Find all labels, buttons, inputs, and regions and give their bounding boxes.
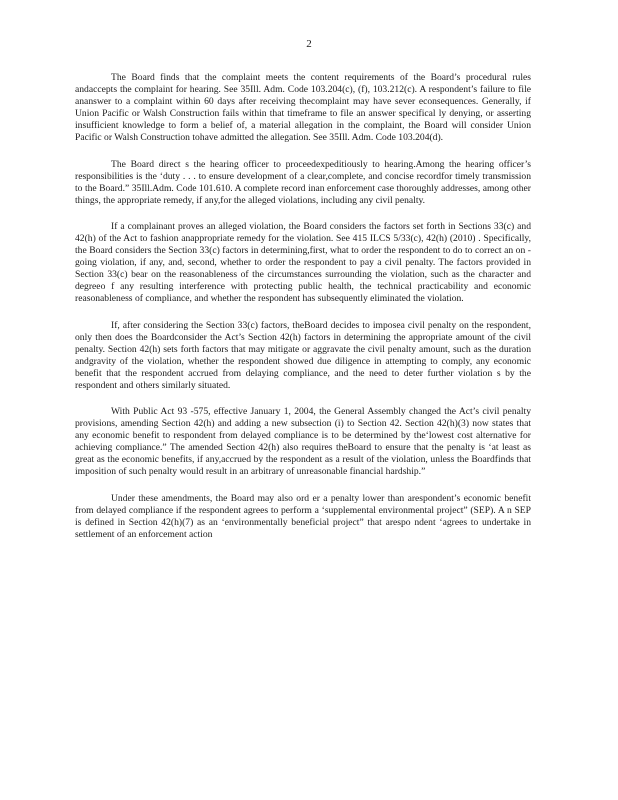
paragraph-section-33c-factors: If a complainant proves an alleged violation, the Board considers the factors set forth in Sections 33(c) and 42(h) of the Act to fashion anappropriate remedy for the violation. See 415 ILCS 5/33(c), 42(h) (2010) . Specifically, the Board considers the Section 33(c) factors in determining,first, what to order the respondent to do to correct an on -going violation, if any, and, second, whether to order the respondent to pay a civil penalty. The factors provided in Section 33(c) bear on the reasonableness of the circumstances surrounding the violation, such as the character and degreeo f any resulting interference with protecting public health, the technical practicability and economic reasonableness of compliance, and whether the respondent has subsequently eliminated the violation. <box>75 221 531 304</box>
paragraph-complaint-acceptance: The Board finds that the complaint meets the content requirements of the Board’s procedural rules andaccepts the complaint for hearing. See 35Ill. Adm. Code 103.204(c), (f), 103.212(c). A respondent’s failure to file ananswer to a complaint within 60 days after receiving thecomplaint may have sever econsequences. Generally, if Union Pacific or Walsh Construction fails within that timeframe to file an answer specifical ly denying, or asserting insufficient knowledge to form a belief of, a material allegation in the complaint, the Board will consider Union Pacific or Walsh Construction tohave admitted the allegation. See 35Ill. Adm. Code 103.204(d). <box>75 72 531 143</box>
document-body <box>75 72 531 555</box>
page-number: 2 <box>306 38 312 50</box>
paragraph-sep-amendments: Under these amendments, the Board may also ord er a penalty lower than arespondent’s economic benefit from delayed compliance if the respondent agrees to perform a ‘supplemental environmental project” (SEP). A n SEP is defined in Section 42(h)(7) as an ‘environmentally beneficial project” that arespo ndent ‘agrees to undertake in settlement of an enforcement action <box>75 492 531 540</box>
paragraph-public-act-93-575: With Public Act 93 -575, effective January 1, 2004, the General Assembly changed the Act’s civil penalty provisions, amending Section 42(h) and adding a new subsection (i) to Section 42. Section 42(h)(3) now states that any economic benefit to respondent from delayed compliance is to be determined by the‘lowest cost alternative for achieving compliance.” The amended Section 42(h) also requires theBoard to ensure that the penalty is ‘at least as great as the economic benefits, if any,accrued by the respondent as a result of the violation, unless the Boardfinds that imposition of such penalty would result in an arbitrary of unreasonable financial hardship.” <box>75 406 531 477</box>
paragraph-section-42h-factors: If, after considering the Section 33(c) factors, theBoard decides to imposea civil penalty on the respondent, only then does the Boardconsider the Act’s Section 42(h) factors in determining the appropriate amount of the civil penalty. Section 42(h) sets forth factors that may mitigate or aggravate the civil penalty amount, such as the duration andgravity of the violation, whether the respondent showed due diligence in attempting to comply, any economic benefit that the respondent accrued from delaying compliance, and the need to deter further violation s by the respondent and others similarly situated. <box>75 319 531 391</box>
paragraph-hearing-officer: The Board direct s the hearing officer to proceedexpeditiously to hearing.Among the hearing officer’s responsibilities is the ‘duty . . . to ensure development of a clear,complete, and concise recordfor timely transmission to the Board.” 35Ill.Adm. Code 101.610. A complete record inan enforcement case thoroughly addresses, among other things, the appropriate remedy, if any,for the alleged violations, including any civil penalty. <box>75 158 531 206</box>
